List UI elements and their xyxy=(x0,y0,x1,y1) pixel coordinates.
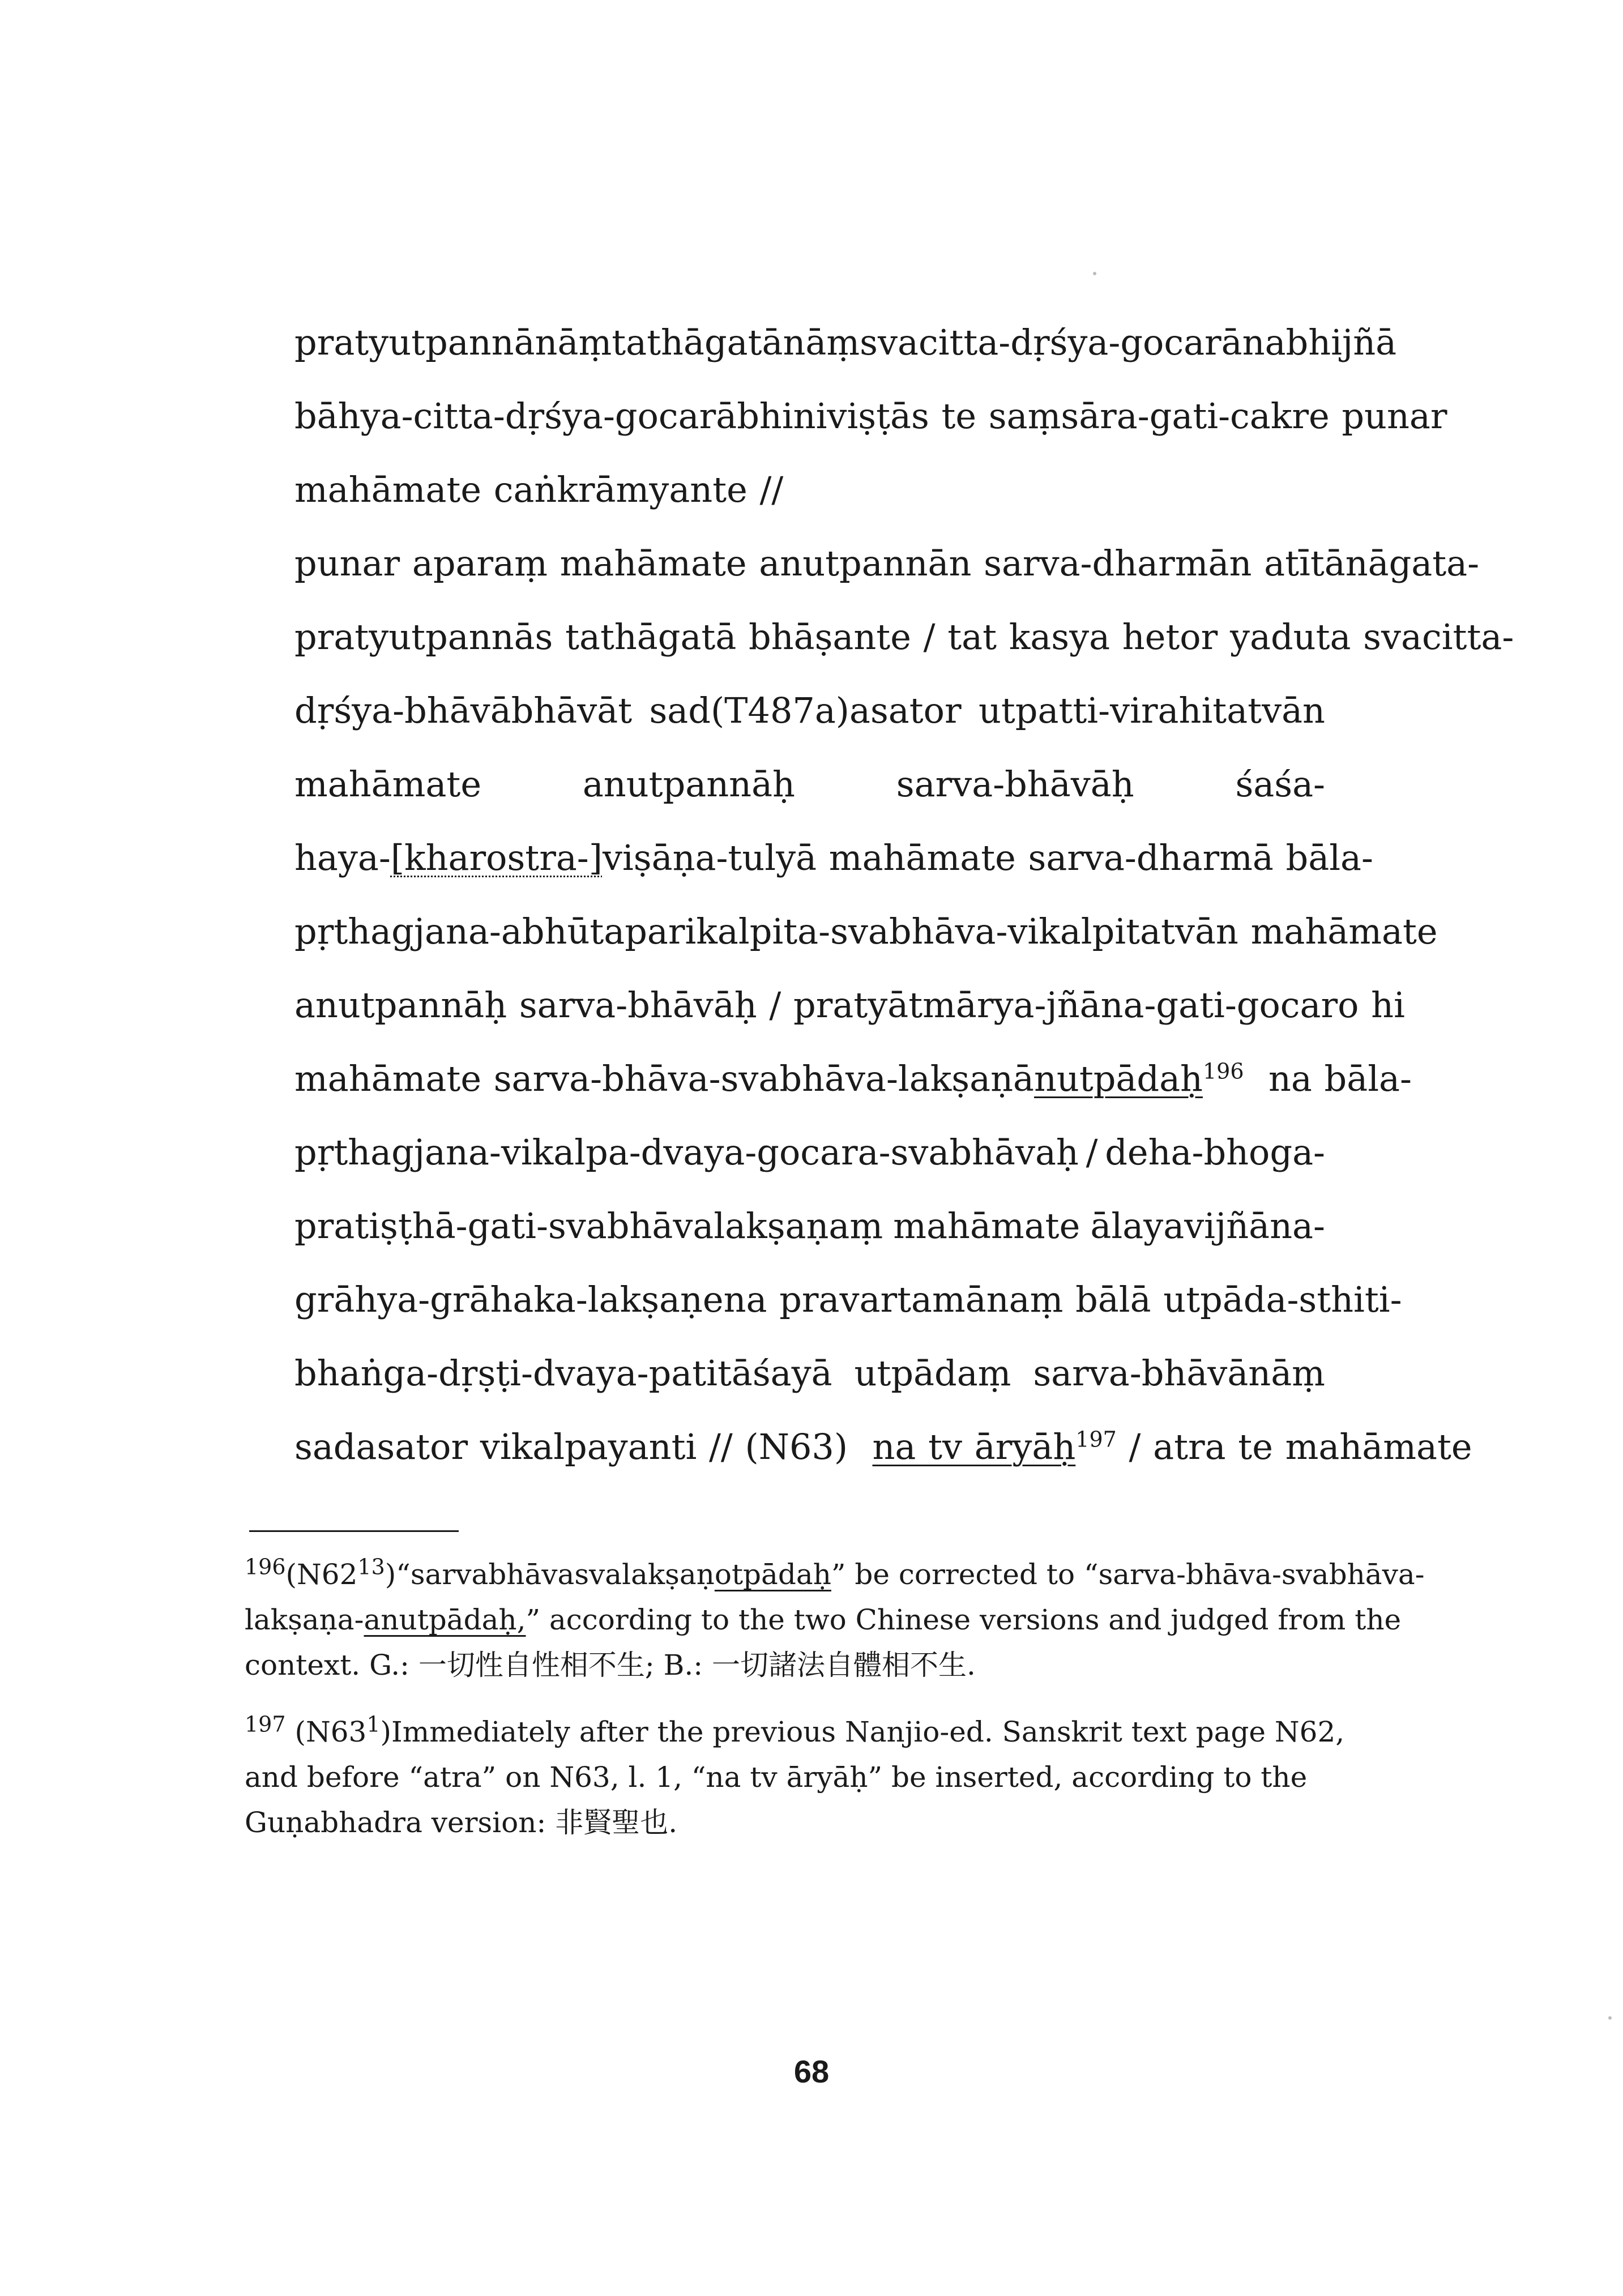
text-line: mahāmate anutpannāḥ sarva-bhāvāḥ śaśa- xyxy=(294,763,1325,805)
text-line: pṛthagjana-abhūtaparikalpita-svabhāva-vikalpitatvān mahāmate xyxy=(294,911,1438,952)
text-line: sadasator vikalpayanti // (N63) na tv āryāḥ$^{197}$ / atra te mahāmate xyxy=(294,1426,1472,1467)
page-number: 68 xyxy=(793,2054,830,2089)
footnote-196 xyxy=(245,1552,1425,1688)
text-line: haya-[kharostra-]viṣāṇa-tulyā mahāmate sarva-dharmā bāla- xyxy=(294,837,1373,878)
footnotes xyxy=(245,1552,1425,1867)
inserted-reading: [kharostra-] xyxy=(390,837,603,878)
text-line: mahāmate caṅkrāmyante // xyxy=(294,469,784,510)
text-line: pratyutpannānāṃ tathāgatānāṃ svacitta-dṛśya-gocarānabhijñā xyxy=(294,322,1397,363)
text-line: punar aparaṃ mahāmate anutpannān sarva-dharmān atītānāgata- xyxy=(294,543,1480,584)
corrected-reading: nutpādaḥ xyxy=(1033,1058,1203,1099)
text-line: pratiṣṭhā-gati-svabhāvalakṣaṇaṃ mahāmate ālayavijñāna- xyxy=(294,1205,1325,1247)
text-line: anutpannāḥ sarva-bhāvāḥ / pratyātmārya-jñāna-gati-gocaro hi xyxy=(294,984,1405,1026)
footnote-line: $^{196}(N62^{13})$ “sarvabhāvasvalakṣaṇotpādaḥ” be corrected to “sarva-bhāva-svabhāva- xyxy=(245,1554,1425,1591)
main-text xyxy=(294,306,1514,1484)
text-line: pratyutpannās tathāgatā bhāṣante / tat kasya hetor yaduta svacitta- xyxy=(294,616,1514,658)
inserted-reading: na tv āryāḥ xyxy=(872,1426,1076,1467)
text-line: grāhya-grāhaka-lakṣaṇena pravartamānaṃ bālā utpāda-sthiti- xyxy=(294,1279,1402,1320)
footnote-line: lakṣaṇa-anutpādaḥ,” according to the two Chinese versions and judged from the xyxy=(245,1603,1402,1636)
footnote-ref-196[interactable]: 196 xyxy=(1202,1059,1244,1084)
footnote-ref-197[interactable]: 197 xyxy=(1075,1427,1117,1452)
footnote-number: 197 xyxy=(245,1712,286,1737)
footnote-197 xyxy=(245,1709,1345,1845)
footnote-line: $^{197}$ $(N63^1)$ Immediately after the previous Nanjio-ed. Sanskrit text page N62, xyxy=(245,1712,1345,1748)
text-line: dṛśya-bhāvābhāvāt sad(T487a)asator utpatti-virahitatvān xyxy=(294,690,1325,731)
text-line: pṛthagjana-vikalpa-dvaya-gocara-svabhāvaḥ / deha-bhoga- xyxy=(294,1132,1325,1173)
footnote-number: 196 xyxy=(245,1554,286,1580)
scan-speck xyxy=(1093,272,1096,275)
scan-speck xyxy=(1608,2016,1612,2020)
text-line: mahāmate sarva-bhāva-svabhāva-lakṣaṇānutpādaḥ$^{196}$ na bāla- xyxy=(294,1058,1412,1099)
footnote-line: and before “atra” on N63, l. 1, “na tv āryāḥ” be inserted, according to the xyxy=(245,1761,1308,1794)
footnote-line: context. G.: 一切性自性相不生; B.: 一切諸法自體相不生. xyxy=(245,1649,976,1682)
footnote-divider xyxy=(249,1530,459,1532)
text-line: bhaṅga-dṛṣṭi-dvaya-patitāśayā utpādaṃ sarva-bhāvānāṃ xyxy=(294,1352,1325,1394)
footnote-line: Guṇabhadra version: 非賢聖也. xyxy=(245,1806,678,1839)
text-line: bāhya-citta-dṛśya-gocarābhiniviṣṭās te saṃsāra-gati-cakre punar xyxy=(294,395,1447,437)
